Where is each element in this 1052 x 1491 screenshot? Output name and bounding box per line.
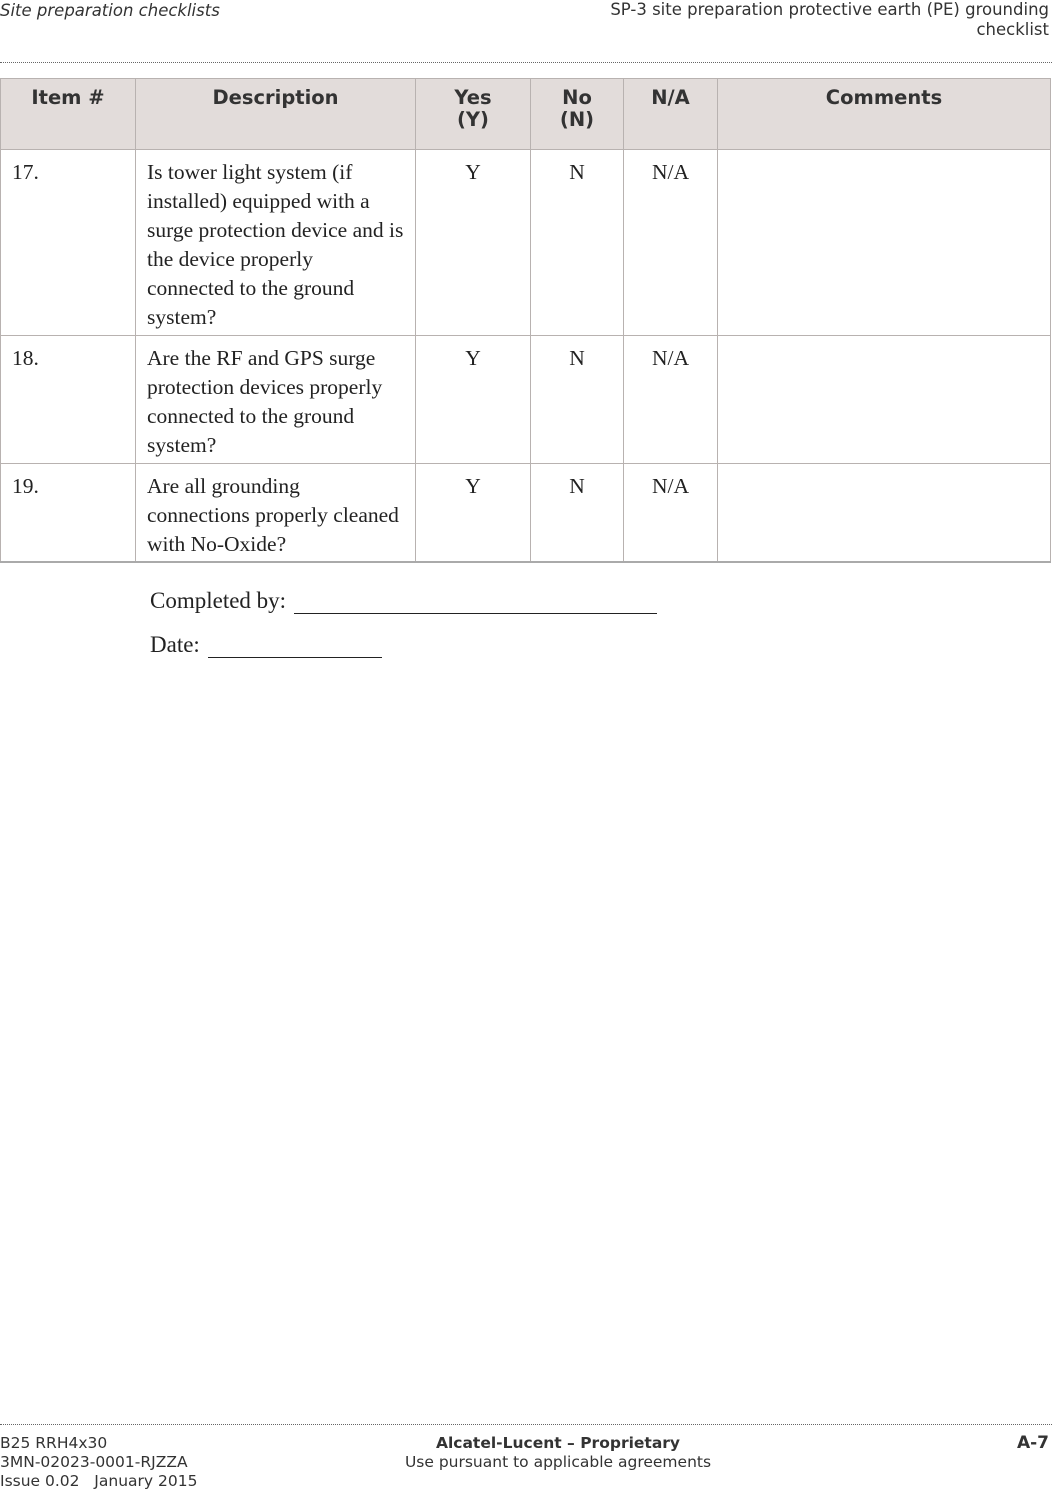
completed-by-label: Completed by: bbox=[150, 588, 287, 613]
cell-comments bbox=[718, 336, 1051, 464]
cell-yes: Y bbox=[416, 150, 531, 336]
table-header-row bbox=[1, 79, 1051, 150]
cell-na: N/A bbox=[624, 336, 718, 464]
cell-description: Are all grounding connections properly cleaned with No-Oxide? bbox=[136, 464, 416, 562]
completed-by-line bbox=[150, 588, 657, 614]
header-section-title: Site preparation checklists bbox=[0, 1, 220, 20]
col-header-item: Item # bbox=[1, 79, 136, 150]
col-header-no bbox=[531, 79, 624, 150]
col-header-yes-line2: (Y) bbox=[457, 108, 489, 131]
header-divider bbox=[0, 62, 1052, 63]
completed-by-blank bbox=[294, 593, 657, 614]
cell-no: N bbox=[531, 150, 624, 336]
table-row bbox=[1, 150, 1051, 336]
footer-divider bbox=[0, 1424, 1052, 1425]
col-header-yes bbox=[416, 79, 531, 150]
grounding-checklist-table bbox=[0, 78, 1051, 563]
footer-document-info bbox=[0, 1434, 197, 1491]
page-number: A-7 bbox=[1016, 1433, 1049, 1453]
cell-na: N/A bbox=[624, 464, 718, 562]
col-header-no-line1: No bbox=[562, 86, 592, 109]
col-header-no-line2: (N) bbox=[559, 108, 595, 131]
cell-na: N/A bbox=[624, 150, 718, 336]
table-row bbox=[1, 464, 1051, 562]
footer-proprietary-line2: Use pursuant to applicable agreements bbox=[404, 1453, 712, 1471]
footer-doc-number: 3MN-02023-0001-RJZZA bbox=[0, 1453, 188, 1471]
col-header-na: N/A bbox=[624, 79, 718, 150]
date-blank bbox=[208, 637, 382, 658]
cell-no: N bbox=[531, 464, 624, 562]
col-header-yes-line1: Yes bbox=[454, 86, 492, 109]
footer-product: B25 RRH4x30 bbox=[0, 1434, 108, 1452]
header-chapter-title bbox=[489, 0, 1049, 40]
cell-item: 18. bbox=[1, 336, 136, 464]
cell-comments bbox=[718, 150, 1051, 336]
table-row bbox=[1, 336, 1051, 464]
cell-description: Are the RF and GPS surge protection devices properly connected to the ground system? bbox=[136, 336, 416, 464]
col-header-description: Description bbox=[136, 79, 416, 150]
footer-proprietary-line1: Alcatel-Lucent – Proprietary bbox=[435, 1434, 681, 1452]
footer-proprietary bbox=[378, 1434, 738, 1472]
date-line bbox=[150, 632, 382, 658]
cell-comments bbox=[718, 464, 1051, 562]
cell-yes: Y bbox=[416, 464, 531, 562]
cell-no: N bbox=[531, 336, 624, 464]
cell-yes: Y bbox=[416, 336, 531, 464]
header-chapter-line1: SP-3 site preparation protective earth (PE) grounding bbox=[610, 0, 1049, 19]
cell-item: 17. bbox=[1, 150, 136, 336]
header-chapter-line2: checklist bbox=[976, 20, 1049, 39]
footer-issue: Issue 0.02 January 2015 bbox=[0, 1472, 198, 1490]
date-label: Date: bbox=[150, 632, 200, 657]
col-header-comments: Comments bbox=[718, 79, 1051, 150]
cell-description: Is tower light system (if installed) equipped with a surge protection device and is the device properly connected to the ground system? bbox=[136, 150, 416, 336]
cell-item: 19. bbox=[1, 464, 136, 562]
